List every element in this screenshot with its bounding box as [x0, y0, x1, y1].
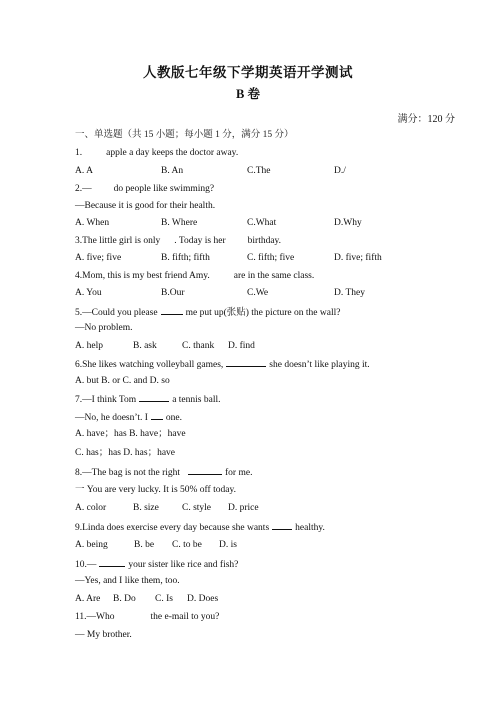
question-5-reply: —No problem.	[75, 323, 133, 333]
q3-option-a[interactable]: A. five; five	[75, 253, 122, 263]
q5-option-b[interactable]: B. ask	[133, 341, 157, 351]
q10-blank	[99, 557, 125, 567]
q3-option-c[interactable]: C. fifth; five	[247, 253, 295, 263]
q3-text-a: 3.The little girl is only	[75, 236, 161, 246]
question-3-stem	[75, 235, 281, 247]
q9-option-c[interactable]: C. to be	[172, 540, 202, 550]
q5-option-d[interactable]: D. find	[228, 341, 255, 351]
q8-option-d[interactable]: D. price	[228, 503, 259, 513]
q2-option-d[interactable]: D.Why	[334, 218, 362, 228]
q4-text-a: 4.Mom, this is my best friend Amy.	[75, 271, 210, 281]
question-5-stem	[75, 305, 340, 319]
q5-text-b: me put up(张贴) the picture on the wall?	[185, 308, 341, 318]
q8-option-a[interactable]: A. color	[75, 503, 107, 513]
q7-reply-a: —No, he doesn’t. I	[75, 413, 148, 423]
q8-text-b: for me.	[225, 468, 253, 478]
q7-blank-2	[151, 410, 163, 420]
q4-option-b[interactable]: B.Our	[161, 288, 185, 298]
page-title: 人教版七年级下学期英语开学测试	[143, 65, 353, 80]
q6-text-b: she doesn’t like playing it.	[269, 360, 370, 370]
question-1-options	[75, 165, 435, 177]
q7-text-a: 7.—I think Tom	[75, 395, 137, 405]
q7-text-b: a tennis ball.	[172, 395, 221, 405]
q8-option-c[interactable]: C. style	[182, 503, 212, 513]
question-11-stem	[75, 611, 219, 623]
question-5-options	[75, 340, 335, 352]
q4-option-c[interactable]: C.We	[247, 288, 269, 298]
question-8-reply: 一 You are very lucky. It is 50% off today.	[75, 485, 236, 495]
q9-option-d[interactable]: D. is	[219, 540, 237, 550]
q5-option-c[interactable]: C. thank	[182, 341, 215, 351]
q1-option-b[interactable]: B. An	[161, 166, 184, 176]
q2-text: do people like swimming?	[113, 184, 215, 194]
page-subtitle: B 卷	[236, 87, 260, 101]
q6-blank	[226, 357, 266, 367]
q9-blank	[272, 520, 292, 530]
question-9-options	[75, 539, 335, 551]
question-4-stem	[75, 270, 314, 282]
q10-option-b[interactable]: B. Do	[113, 594, 136, 604]
question-3-options	[75, 252, 435, 264]
q9-option-b[interactable]: B. be	[134, 540, 155, 550]
q8-text-a: 8.—The bag is not the right	[75, 468, 181, 478]
question-2-stem	[75, 183, 214, 195]
question-2-reply: —Because it is good for their health.	[75, 201, 216, 211]
q8-option-b[interactable]: B. size	[133, 503, 159, 513]
question-7-stem	[75, 392, 220, 406]
q9-option-a[interactable]: A. being	[75, 540, 108, 550]
q3-option-b[interactable]: B. fifth; fifth	[161, 253, 210, 263]
question-8-options	[75, 502, 335, 514]
q5-blank	[161, 305, 183, 315]
question-6-stem	[75, 357, 370, 371]
q10-option-c[interactable]: C. Is	[155, 594, 173, 604]
question-10-reply: —Yes, and I like them, too.	[75, 576, 180, 586]
question-8-stem	[75, 465, 252, 479]
q2-option-a[interactable]: A. When	[75, 218, 110, 228]
full-score: 满分：120 分	[397, 114, 455, 125]
q6-text-a: 6.She likes watching volleyball games,	[75, 360, 224, 370]
q10-number: 10.—	[75, 560, 97, 570]
question-4-options	[75, 287, 435, 299]
question-7-options-1[interactable]: A. have；has B. have；have	[75, 429, 186, 439]
q7-blank-1	[139, 392, 169, 402]
q10-option-d[interactable]: D. Does	[187, 594, 219, 604]
q8-blank	[188, 465, 222, 475]
q2-option-c[interactable]: C.What	[247, 218, 277, 228]
q9-text-a: 9.Linda does exercise every day because she wants	[75, 523, 270, 533]
q2-number: 2.—	[75, 184, 92, 194]
q1-number: 1.	[75, 148, 83, 158]
q2-option-b[interactable]: B. Where	[161, 218, 198, 228]
q4-option-a[interactable]: A. You	[75, 288, 102, 298]
section-heading: 一、单选题（共 15 小题；每小题 1 分，满分 15 分）	[75, 130, 294, 140]
q4-text-b: are in the same class.	[233, 271, 315, 281]
question-10-options	[75, 593, 335, 605]
q1-option-c[interactable]: C.The	[247, 166, 271, 176]
q1-option-d[interactable]: D./	[334, 166, 346, 176]
q11-text-b: the e-mail to you?	[150, 612, 220, 622]
question-7-reply	[75, 410, 182, 424]
question-1-stem	[75, 147, 238, 159]
q7-reply-b: one.	[165, 413, 183, 423]
question-9-stem	[75, 520, 325, 534]
question-7-options-2[interactable]: C. has；has D. has；have	[75, 448, 175, 458]
q5-option-a[interactable]: A. help	[75, 341, 103, 351]
q9-text-b: healthy.	[295, 523, 325, 533]
q5-text-a: 5.—Could you please	[75, 308, 158, 318]
q11-text-a: 11.—Who	[75, 612, 115, 622]
q1-text: apple a day keeps the doctor away.	[106, 148, 239, 158]
q10-option-a[interactable]: A. Are	[75, 594, 101, 604]
question-2-options	[75, 217, 435, 229]
question-6-options[interactable]: A. but B. or C. and D. so	[75, 376, 170, 386]
q3-text-b: . Today is her	[174, 236, 226, 246]
q3-option-d[interactable]: D. five; fifth	[334, 253, 382, 263]
q1-option-a[interactable]: A. A	[75, 166, 93, 176]
question-10-stem	[75, 557, 238, 571]
q10-text: your sister like rice and fish?	[128, 560, 239, 570]
q3-text-c: birthday.	[247, 236, 282, 246]
q4-option-d[interactable]: D. They	[334, 288, 365, 298]
question-11-reply: — My brother.	[75, 630, 132, 640]
